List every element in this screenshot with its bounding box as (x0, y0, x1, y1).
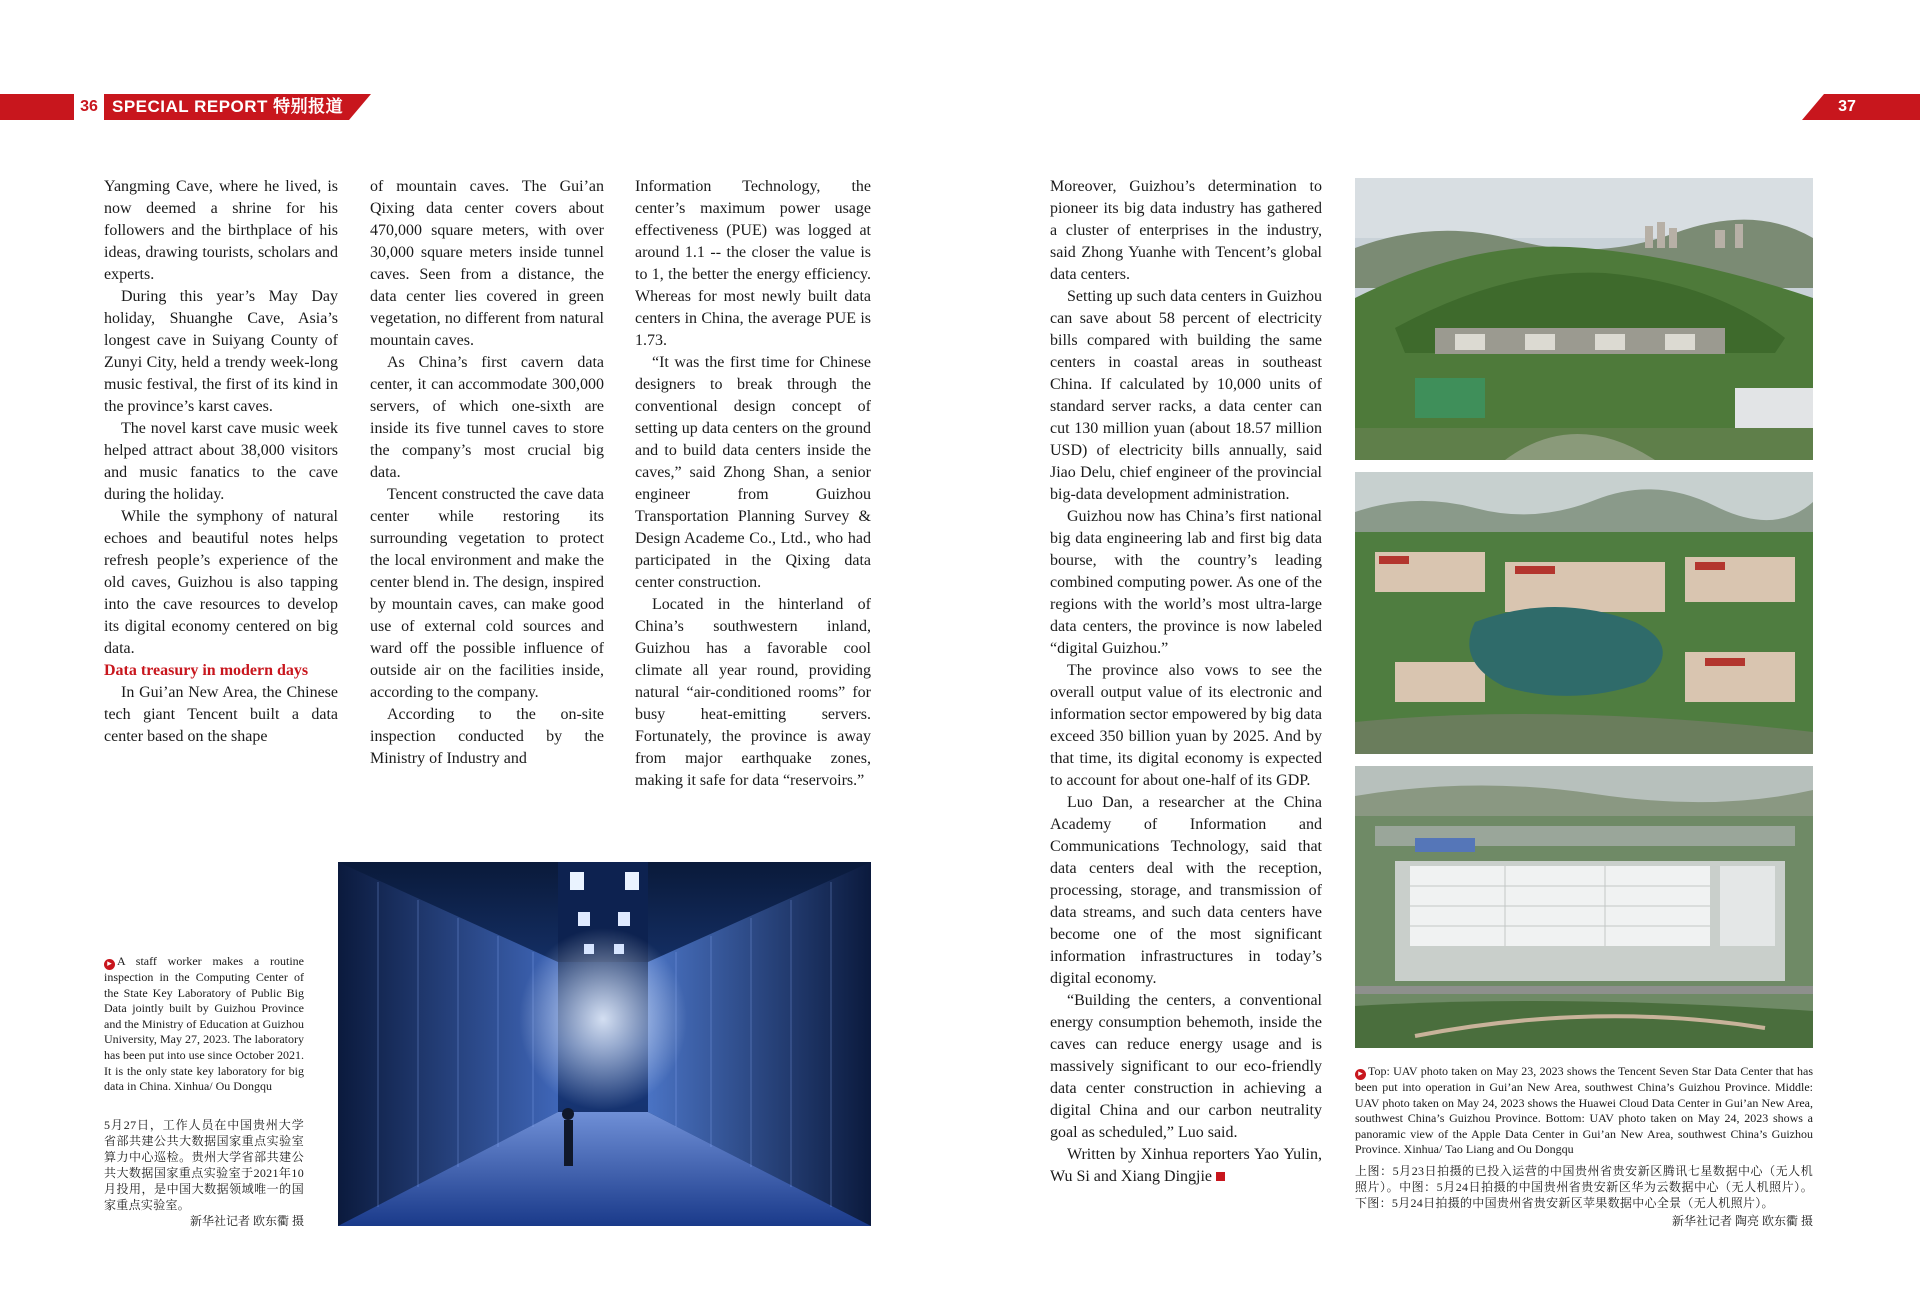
paragraph: In Gui’an New Area, the Chinese tech giant Tencent built a data center based on the shape (104, 684, 338, 745)
byline (1050, 1144, 1322, 1188)
huawei-data-center-photo (1355, 472, 1813, 754)
paragraph: Moreover, Guizhou’s determination to pioneer its big data industry has gathered a cluster of enterprises in the industry, said Zhong Yuanhe with Tencent’s global data centers. (1050, 178, 1322, 283)
article-column-4 (1050, 176, 1322, 1188)
paragraph: The province also vows to see the overall output value of its electronic and information sector empowered by big data exceed 350 billion yuan by 2025. And by that time, its digital economy is expected to account for about one-half of its GDP. (1050, 662, 1322, 789)
paragraph: of mountain caves. The Gui’an Qixing data center covers about 470,000 square meters, with over 30,000 square meters inside tunnel caves. Seen from a distance, the data center lies covered in green vegetation, no different from natural mountain caves. (370, 178, 604, 349)
paragraph: Information Technology, the center’s maximum power usage effectiveness (PUE) was logged at around 1.1 -- the closer the value is to 1, the better the energy efficiency. Whereas for most newly built data centers in China, the average PUE is 1.73. (635, 178, 871, 349)
end-mark-icon (1216, 1172, 1225, 1181)
paragraph: Setting up such data centers in Guizhou can save about 58 percent of electricity bills compared with building the same centers in coastal areas in southeast China. If calculated by 10,000 units of standard server racks, a data center can cut 130 million yuan (about 18.57 million USD) of electricity bills annually, said Jiao Delu, chief engineer of the provincial big-data development administration. (1050, 288, 1322, 503)
caption-arrow-icon: ▸ (1355, 1069, 1366, 1080)
paragraph: As China’s first cavern data center, it can accommodate 300,000 servers, of which one-sixth are inside its five tunnel caves to store the company’s most crucial big data. (370, 354, 604, 481)
paragraph: “It was the first time for Chinese designers to break through the conventional design concept of setting up data centers on the ground and to build data centers inside the caves,” said Zhong Shan, a senior engineer from Guizhou Transportation Planning Survey & Design Academe Co., Ltd., who had participated in the Qixing data center construction. (635, 354, 871, 591)
server-room-credit: 新华社记者 欧东衢 摄 (189, 1214, 304, 1228)
apple-data-center-photo (1355, 766, 1813, 1048)
aerials-caption (1355, 1064, 1813, 1158)
paragraph: While the symphony of natural echoes and beautiful notes helps refresh people’s experience of the old caves, Guizhou is also tapping into the cave resources to develop its digital economy centered on big data. (104, 508, 338, 657)
paragraph: Located in the hinterland of China’s southwestern inland, Guizhou has a favorable cool climate all year round, providing natural “air-conditioned rooms” for busy heat-emitting servers. Fortunately, the province is away from major earthquake zones, making it safe for data “reservoirs.” (635, 596, 871, 789)
page-number-right: 37 (1838, 98, 1856, 115)
paragraph: Guizhou now has China’s first national big data engineering lab and first big data bourse, with the country’s leading combined computing power. As one of the regions with the world’s most ultra-large data centers, the province is now labeled “digital Guizhou.” (1050, 508, 1322, 657)
server-room-photo (338, 862, 871, 1226)
server-room-caption-cn: 5月27日，工作人员在中国贵州大学省部共建公共大数据国家重点实验室算力中心巡检。贵州大学省部共建公共大数据国家重点实验室于2021年10月投用，是中国大数据领域唯一的国家重点实验室。 (104, 1118, 304, 1212)
aerials-caption-cn: 上图：5月23日拍摄的已投入运营的中国贵州省贵安新区腾讯七星数据中心（无人机照片）。中图：5月24日拍摄的中国贵州省贵安新区华为云数据中心（无人机照片）。下图：5月24日拍摄的中国贵州省贵安新区苹果数据中心全景（无人机照片）。 (1355, 1164, 1813, 1210)
paragraph: According to the on-site inspection conducted by the Ministry of Industry and (370, 706, 604, 767)
caption-english: A staff worker makes a routine inspection in the Computing Center of the State Key Laboratory of Public Big Data jointly built by Guizhou Province and the Ministry of Education at Guizhou University, May 27, 2023. The laboratory has been put into use since October 2021. It is the only state key laboratory for big data in China. Xinhua/ Ou Dongqu (104, 954, 304, 1094)
page-number-left: 36 (80, 98, 98, 115)
aerials-credit: 新华社记者 陶亮 欧东衢 摄 (1671, 1214, 1813, 1228)
article-column-2 (370, 176, 604, 770)
paragraph: During this year’s May Day holiday, Shuanghe Cave, Asia’s longest cave in Suiyang County of Zunyi City, held a trendy week-long music festival, the first of its kind in the province’s karst caves. (104, 288, 338, 415)
section-subheading: Data treasury in modern days (104, 662, 309, 679)
caption-english: Top: UAV photo taken on May 23, 2023 shows the Tencent Seven Star Data Center that has been put into operation in Gui’an New Area, southwest China’s Guizhou Province. Middle: UAV photo taken on May 24, 2023 shows the Huawei Cloud Data Center in Gui’an New Area, southwest China’s Guizhou Province. Bottom: UAV photo taken on May 24, 2023 shows a panoramic view of the Apple Data Center in Gui’an New Area, southwest China’s Guizhou Province. Xinhua/ Tao Liang and Ou Dongqu (1355, 1064, 1813, 1157)
paragraph: The novel karst cave music week helped attract about 38,000 visitors and music fanatics to the cave during the holiday. (104, 420, 338, 503)
caption-arrow-icon: ▸ (104, 959, 115, 970)
paragraph: Yangming Cave, where he lived, is now deemed a shrine for his followers and the birthplace of his ideas, drawing tourists, scholars and experts. (104, 178, 338, 283)
server-room-caption (104, 954, 304, 1095)
byline-text: Written by Xinhua reporters Yao Yulin, Wu Si and Xiang Dingjie (1050, 1146, 1322, 1185)
tencent-data-center-photo (1355, 178, 1813, 460)
paragraph: “Building the centers, a conventional energy consumption behemoth, inside the caves can reduce energy usage and is massively significant to our eco-friendly data center construction in achieving a digital China and our carbon neutrality goal as scheduled,” Luo said. (1050, 992, 1322, 1141)
paragraph: Tencent constructed the cave data center while restoring its surrounding vegetation to protect the local environment and make the center blend in. The design, inspired by mountain caves, can make good use of external cold sources and ward off the possible influence of outside air on the facilities inside, according to the company. (370, 486, 604, 701)
section-title: SPECIAL REPORT 特别报道 (112, 97, 344, 116)
article-column-3 (635, 176, 871, 792)
article-column-1 (104, 176, 338, 748)
paragraph: Luo Dan, a researcher at the China Academy of Information and Communications Technology, said that data centers deal with the reception, processing, storage, and transmission of data streams, and such data centers have become one of the most significant information infrastructures in today’s digital economy. (1050, 794, 1322, 987)
